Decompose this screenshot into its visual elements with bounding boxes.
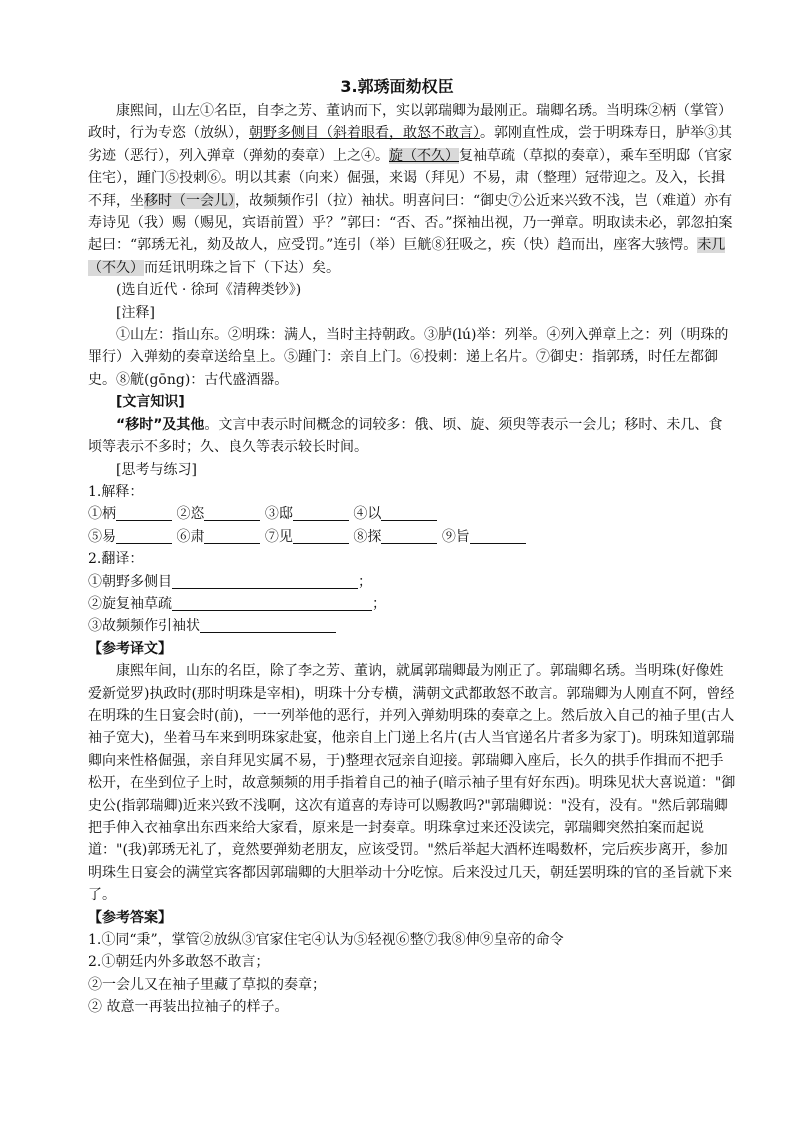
page-title: 3.郭琇面劾权臣 — [340, 77, 454, 96]
q1-item-label: ②恣 — [176, 506, 205, 523]
answer-line: 2.①朝廷内外多敢怒不敢言； — [88, 954, 270, 971]
answer-line: ②一会儿又在袖子里藏了草拟的奏章； — [88, 976, 326, 993]
passage-text: 复袖草疏（草拟的奏章），乘车至明邸（官家住宅），踵门⑤投刺⑥。明以其素（向来）倔强，来谒（拜见）不易，肃（整理）冠带迎之。及入，长揖不拜，坐 — [88, 147, 732, 209]
q1-item-label: ⑥肃 — [176, 528, 205, 545]
q2-item-label: ③故频频作引袖状 — [88, 618, 200, 635]
answer-line: ② 故意一再装出拉袖子的样子。 — [88, 999, 289, 1016]
highlighted-phrase: 旋（不久） — [389, 147, 459, 164]
answer-blank[interactable] — [470, 528, 526, 544]
q1-item-label: ⑧探 — [353, 528, 382, 545]
answer-blank[interactable] — [204, 528, 260, 544]
translation-heading: 【参考译文】 — [88, 640, 172, 657]
answer-blank[interactable] — [116, 528, 172, 544]
q1-item-label: ⑤易 — [88, 528, 116, 545]
question-2-item — [88, 593, 736, 615]
answer-blank[interactable] — [381, 505, 437, 521]
answer-blank[interactable] — [293, 528, 349, 544]
passage-paragraph — [88, 100, 736, 279]
knowledge-term: “移时”及其他 — [116, 416, 205, 433]
answer-blank[interactable] — [200, 617, 336, 633]
q2-punct: ； — [372, 595, 386, 612]
answer-line: 1.①同“秉”，掌管②放纵③官家住宅④认为⑤轻视⑥整⑦我⑧伸⑨皇帝的命令 — [88, 932, 564, 949]
q1-item-label: ⑦见 — [264, 528, 293, 545]
source-citation: (选自近代 · 徐珂《清稗类钞》) — [116, 282, 302, 299]
answer-blank[interactable] — [172, 595, 372, 611]
question-2-item — [88, 615, 736, 637]
question-1-row-1 — [88, 503, 736, 525]
question-1-title: 1.解释： — [88, 483, 144, 500]
q1-item-label: ⑨旨 — [441, 528, 470, 545]
highlighted-phrase: 移时（一会儿） — [144, 192, 235, 209]
q1-item-label: ①柄 — [88, 506, 116, 523]
underlined-phrase: 朝野多侧目（斜着眼看，敢怒不敢言） — [249, 125, 480, 142]
knowledge-text: 。文言中表示时间概念的词较多：俄、顷、旋、须臾等表示一会儿；移时、未几、食顷等表示不多时；久、良久等表示较长时间。 — [88, 416, 723, 456]
notes-heading: [注释] — [116, 304, 155, 321]
question-2-item — [88, 571, 736, 593]
answer-blank[interactable] — [293, 505, 349, 521]
answer-blank[interactable] — [172, 573, 358, 589]
answer-blank[interactable] — [204, 505, 260, 521]
question-2-title: 2.翻译： — [88, 551, 144, 568]
passage-text: 而廷讯明珠之旨下（下达）矣。 — [144, 259, 340, 276]
q1-item-label: ③邸 — [264, 506, 293, 523]
q2-item-label: ①朝野多侧目 — [88, 573, 172, 590]
notes-text: ①山左：指山东。②明珠：满人，当时主持朝政。③胪(lú)举：列举。④列入弹章上之：列（明珠的罪行）入弹劾的奏章送给皇上。⑤踵门：亲自上门。⑥投刺：递上名片。⑦御史：指郭琇，时任左都御史。⑧觥(gōng)：古代盛酒器。 — [88, 327, 729, 388]
answer-blank[interactable] — [381, 528, 437, 544]
document-body — [88, 100, 736, 1019]
answer-heading: 【参考答案】 — [88, 909, 172, 926]
q2-punct: ； — [358, 573, 372, 590]
knowledge-heading: [文言知识] — [116, 394, 185, 411]
exercise-heading: [思考与练习] — [116, 461, 197, 478]
translation-text: 康熙年间，山东的名臣，除了李之芳、董讷，就属郭瑞卿最为刚正了。郭瑞卿名琇。当明珠(好像姓爱新觉罗)执政时(那时明珠是宰相)，明珠十分专横，满朝文武都敢怒不敢言。郭瑞卿为人刚直不阿，曾经在明珠的生日宴会时(前)，一一列举他的恶行，并列入弹劾明珠的奏章之上。然后放入自己的袖子里(古人袖子宽大)，坐着马车来到明珠家赴宴，他亲自上门递上名片(古人当官递名片者多为家丁)。明珠知道郭瑞卿向来性格倔强，亲自拜见实属不易，于)整理衣冠亲自迎接。郭瑞卿入座后，长久的拱手作揖而不把手松开，在坐到位子上时，故意频频的用手指着自己的袖子(暗示袖子里有好东西)。明珠见状大喜说道："御史公(指郭瑞卿)近来兴致不浅啊，这次有道喜的寿诗可以赐教吗?"郭瑞卿说："没有，没有。"然后郭瑞卿把手伸入衣袖拿出东西来给大家看，原来是一封奏章。明珠拿过来还没读完，郭瑞卿突然拍案而起说道："(我)郭琇无礼了，竟然要弹劾老朋友，应该受罚。"然后举起大酒杯连喝数杯，完后疾步离开，参加明珠生日宴会的满堂宾客都因郭瑞卿的大胆举动十分吃惊。后来没过几天，朝廷罢明珠的官的圣旨就下来了。 — [88, 663, 736, 904]
passage-text: 康熙间，山左①名臣，自李之芳、董讷而下，实以郭瑞卿为最刚正。瑞卿名琇。当明珠②柄（掌管）政时，行为专恣（放纵）， — [88, 103, 732, 142]
passage-text: 。郭刚直性成，尝于明珠寿日，胪举③其劣迹（恶行），列入弹章（弹劾的奏章）上之④。 — [88, 125, 732, 164]
knowledge-paragraph — [88, 414, 736, 459]
q2-item-label: ②旋复袖草疏 — [88, 595, 172, 612]
q1-item-label: ④以 — [353, 506, 382, 523]
highlighted-phrase: 未几（不久） — [88, 237, 726, 276]
answer-blank[interactable] — [116, 505, 172, 521]
passage-text: ，故频频作引（拉）袖状。明喜问曰：“御史⑦公近来兴致不浅，岂（难道）亦有寿诗见（我）赐（赐见，宾语前置）乎？”郭曰：“否、否。”探袖出视，乃一弹章。明取读未必，郭忽拍案起曰：“郭琇无礼，劾及故人，应受罚。”连引（举）巨觥⑧狂吸之，疾（快）趋而出，座客大骇愕。 — [88, 192, 733, 254]
question-1-row-2 — [88, 526, 736, 548]
